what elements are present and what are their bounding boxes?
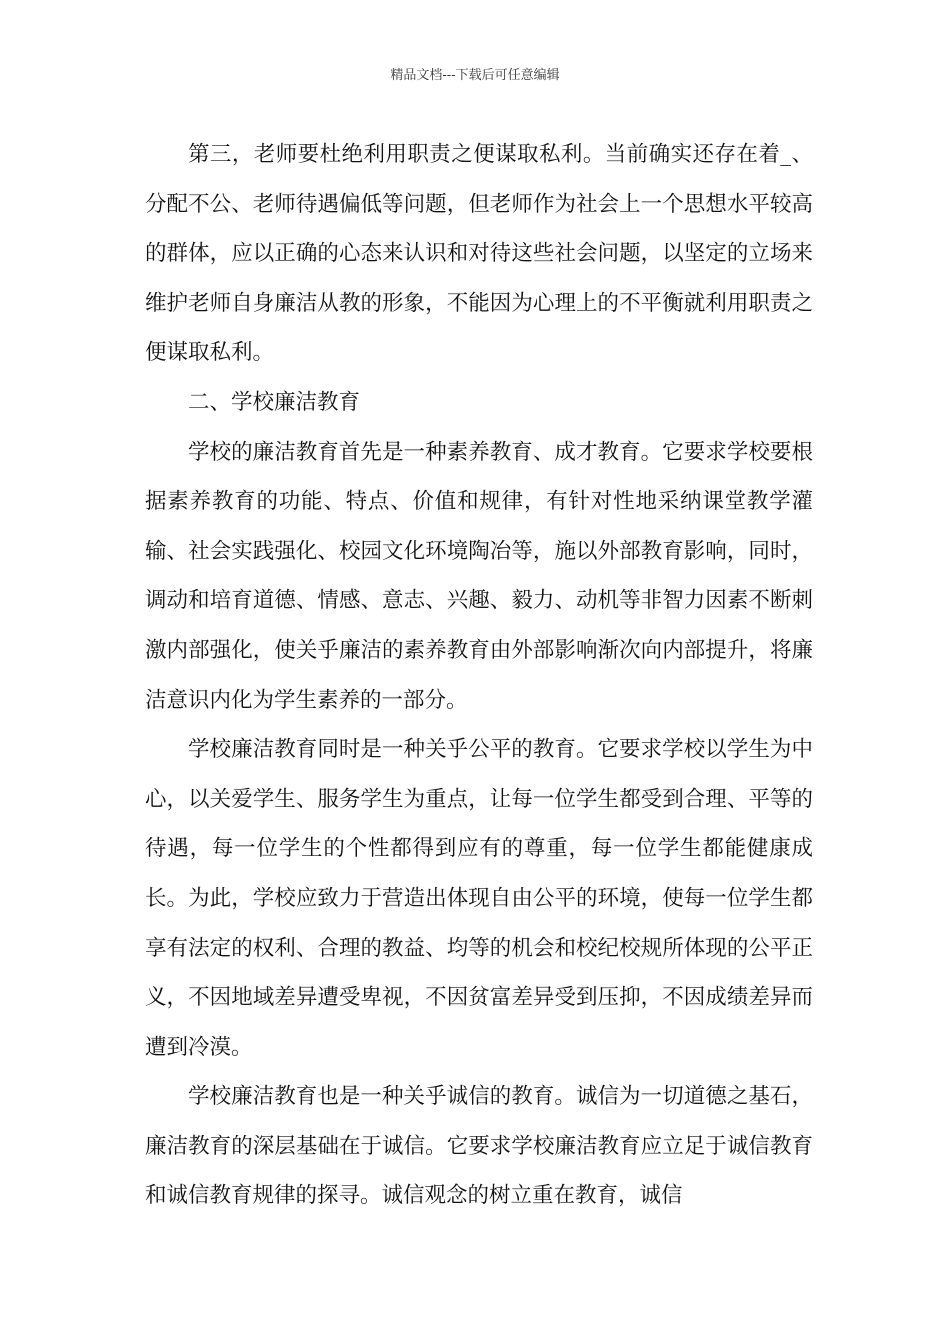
paragraph-2: 学校的廉洁教育首先是一种素养教育、成才教育。它要求学校要根据素养教育的功能、特点、价值和规律，有针对性地采纳课堂教学灌输、社会实践强化、校园文化环境陶冶等，施以外部教育影响，同时，调动和培育道德、情感、意志、兴趣、毅力、动机等非智力因素不断刺激内部强化，使关乎廉洁的素养教育由外部影响渐次向内部提升，将廉洁意识内化为学生素养的一部分。 bbox=[145, 439, 813, 713]
document-body bbox=[145, 130, 813, 1221]
paragraph-1: 第三，老师要杜绝利用职责之便谋取私利。当前确实还存在着_、分配不公、老师待遇偏低等问题，但老师作为社会上一个思想水平较高的群体，应以正确的心态来认识和对待这些社会问题，以坚定的立场来维护老师自身廉洁从教的形象，不能因为心理上的不平衡就利用职责之便谋取私利。 bbox=[145, 142, 813, 366]
paragraph-4: 学校廉洁教育也是一种关乎诚信的教育。诚信为一切道德之基石，廉洁教育的深层基础在于诚信。它要求学校廉洁教育应立足于诚信教育和诚信教育规律的探寻。诚信观念的树立重在教育，诚信 bbox=[145, 1084, 813, 1209]
paragraph-3: 学校廉洁教育同时是一种关乎公平的教育。它要求学校以学生为中心，以关爱学生、服务学生为重点，让每一位学生都受到合理、平等的待遇，每一位学生的个性都得到应有的尊重，每一位学生都能健康成长。为此，学校应致力于营造出体现自由公平的环境，使每一位学生都享有法定的权利、合理的教益、均等的机会和校纪校规所体现的公平正义，不因地域差异遭受卑视，不因贫富差异受到压抑，不因成绩差异而遭到冷漠。 bbox=[145, 737, 813, 1060]
page-header: 精品文档---下载后可任意编辑 bbox=[390, 68, 560, 83]
section-heading: 二、学校廉洁教育 bbox=[188, 389, 361, 415]
